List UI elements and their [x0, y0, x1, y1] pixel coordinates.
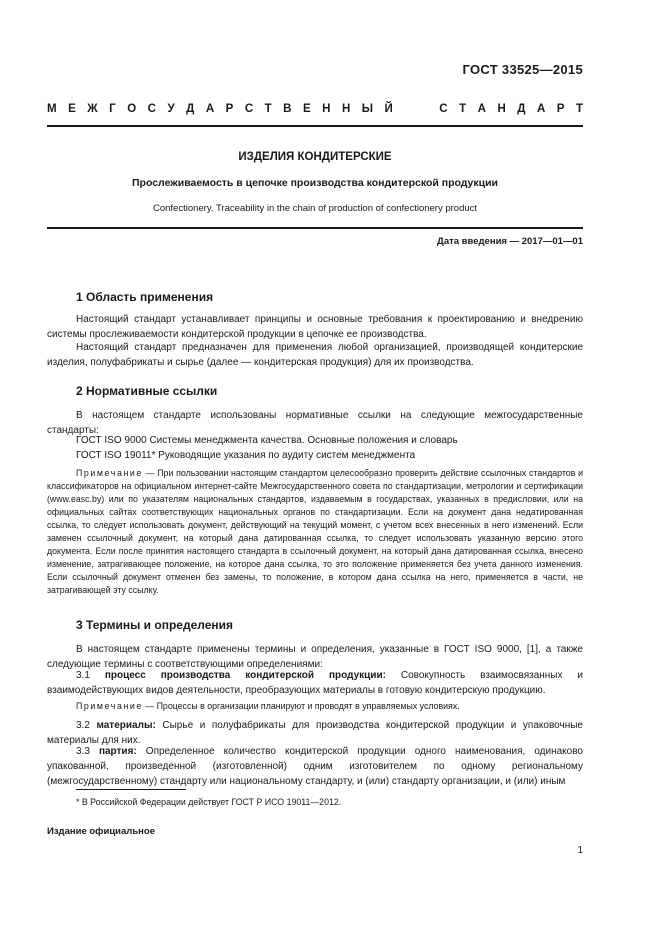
- note-label: Примечание: [76, 701, 143, 711]
- category-letter: Й: [384, 103, 393, 115]
- reference-iso-9000: ГОСТ ISO 9000 Системы менеджмента качества. Основные положения и словарь: [76, 435, 458, 446]
- footnote: * В Российской Федерации действует ГОСТ Р ИСО 19011—2012.: [76, 797, 342, 807]
- edition-label: Издание официальное: [47, 826, 155, 837]
- note-label: Примечание: [76, 468, 143, 478]
- category-letter: А: [477, 103, 486, 115]
- document-number: ГОСТ 33525—2015: [462, 62, 583, 77]
- category-letter: С: [439, 103, 448, 115]
- section-1-heading: 1 Область применения: [76, 290, 214, 304]
- category-letter: Н: [322, 103, 331, 115]
- term-name: партия:: [98, 746, 137, 757]
- page-number: 1: [577, 845, 583, 856]
- section-1-paragraph-1: Настоящий стандарт устанавливает принципы и основные требования к проектированию и внедрению системы прослеживаемости кондитерской продукции в цепочке ее производства.: [47, 314, 583, 340]
- section-2-heading: 2 Нормативные ссылки: [76, 384, 218, 398]
- category-letter: Р: [556, 103, 565, 115]
- category-letter: Е: [68, 103, 76, 115]
- note-text: — При пользовании настоящим стандартом целесообразно проверить действие ссылочных стандартов и классификаторов на официальном интернет-сайте Межгосударственного совета по стандартизации, метрологии и сертификации (www.easc.by) или по указателям национальных стандартов, издаваемым в государствах, указанных в предисловии, или на официальных сайтах соответствующих национальных органов по стандартизации. Если на документ дана недатированная ссылка, то следует использовать документ, действующий на текущий момент, с учетом всех внесенных в него изменений. Если заменен ссылочный документ, на который дана датированная ссылка, то следует использовать указанную версию этого документа. Если после принятия настоящего стандарта в ссылочный документ, на который дана датированная ссылка, внесено изменение, затрагивающее положение, на которое дана ссылка, то это положение применяется без учета данного изменения. Если ссылочный документ отменен без замены, то положение, в котором дана ссылка на него, применяется в части, не затрагивающей эту ссылку.: [47, 468, 583, 595]
- category-letter: Т: [264, 103, 272, 115]
- category-letter: С: [147, 103, 156, 115]
- category-letter: Д: [517, 103, 526, 115]
- introduction-date: Дата введения — 2017—01—01: [437, 236, 583, 247]
- footnote-separator: [76, 789, 186, 790]
- term-3-3: [47, 744, 583, 789]
- category-letter: Д: [186, 103, 195, 115]
- term-3-1-note: [47, 700, 583, 713]
- category-letter: Е: [302, 103, 311, 115]
- category-letter: Г: [109, 103, 116, 115]
- english-title: Confectionery. Traceability in the chain of production of confectionery product: [152, 203, 478, 214]
- section-2-note: [47, 467, 583, 597]
- category-letter: Н: [341, 103, 351, 115]
- term-definition: Определенное количество кондитерской продукции одного наименования, одинаково упакованной, произведенной (изготовленной) одним изготовителем по одному региональному (межгосударственному) стандарту или национальному стандарту, и (или) стандарту организации, и (или) иным: [47, 746, 583, 787]
- category-letter: Т: [575, 103, 583, 115]
- category-letter: У: [167, 103, 175, 115]
- section-3-paragraph-1: В настоящем стандарте применены термины и определения, указанные в ГОСТ ISO 9000, [1], а также следующие термины с соответствующими определениями:: [47, 644, 583, 670]
- term-number: 3.3: [76, 746, 99, 757]
- title-rule: [47, 227, 583, 229]
- term-number: 3.2: [76, 720, 97, 731]
- category-letter: В: [283, 103, 292, 115]
- term-definition: Сырье и полуфабрикаты для производства кондитерской продукции и упаковочные материалы для них.: [47, 720, 583, 746]
- standard-category-line: [47, 103, 583, 115]
- category-letter: О: [127, 103, 137, 115]
- reference-iso-19011: ГОСТ ISO 19011* Руководящие указания по аудиту систем менеджмента: [76, 450, 416, 461]
- note-text: — Процессы в организации планируют и проводят в управляемых условиях.: [142, 701, 460, 711]
- section-2-paragraph-1: В настоящем стандарте использованы нормативные ссылки на следующие межгосударственные стандарты:: [47, 410, 583, 436]
- category-letter: Ы: [361, 103, 374, 115]
- section-1-paragraph-2: Настоящий стандарт предназначен для применения любой организацией, производящей кондитерские изделия, полуфабрикаты и сырье (далее — кондитерская продукция) для их производства.: [47, 342, 583, 368]
- term-name: процесс производства кондитерской продукции:: [104, 670, 386, 681]
- category-letter: Р: [225, 103, 234, 115]
- section-3-heading: 3 Термины и определения: [76, 618, 234, 632]
- term-definition: Совокупность взаимосвязанных и взаимодействующих видов деятельности, преобразующих материалы в готовую кондитерскую продукцию.: [47, 670, 584, 696]
- category-letter: С: [244, 103, 254, 115]
- category-letter: А: [205, 103, 215, 115]
- category-letter: А: [536, 103, 546, 115]
- header-rule: [47, 125, 583, 127]
- category-letter: Н: [497, 103, 506, 115]
- term-3-1: [47, 668, 583, 698]
- document-title: ИЗДЕЛИЯ КОНДИТЕРСКИЕ: [238, 151, 392, 163]
- category-letter: М: [47, 103, 57, 115]
- term-name: материалы:: [96, 720, 156, 731]
- category-letter: Ж: [87, 103, 98, 115]
- term-number: 3.1: [76, 670, 105, 681]
- category-letter: Т: [459, 103, 467, 115]
- document-subtitle: Прослеживаемость в цепочке производства кондитерской продукции: [131, 177, 499, 189]
